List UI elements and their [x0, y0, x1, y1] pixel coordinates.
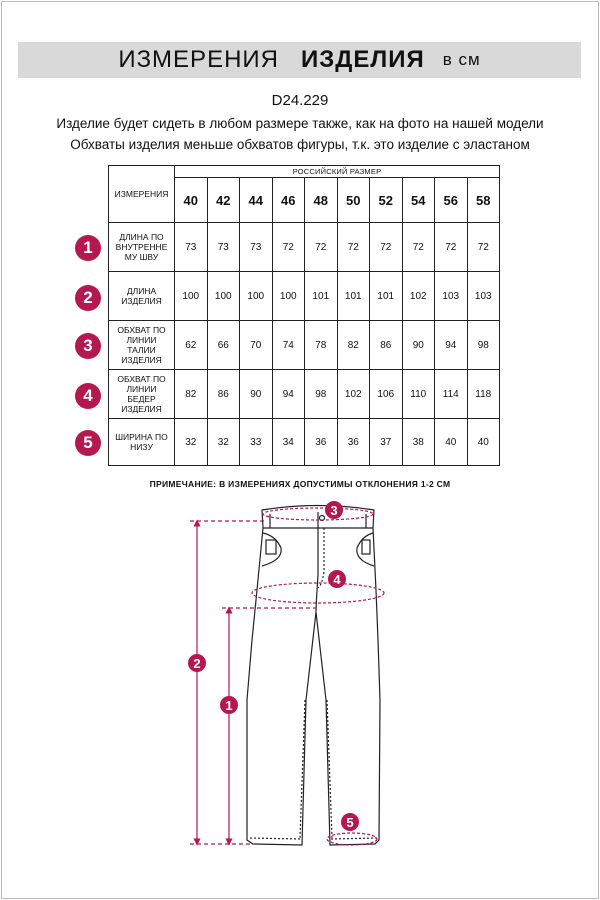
title-unit: в см: [442, 50, 481, 69]
measurement-value: 114: [435, 370, 468, 419]
measurement-value: 90: [240, 370, 273, 419]
measurement-value: 100: [272, 272, 305, 321]
row-number-badge: 5: [75, 430, 101, 456]
marker-length: [188, 654, 206, 672]
measurements-header: ИЗМЕРЕНИЯ: [109, 166, 175, 223]
size-col-header: 40: [175, 178, 208, 223]
size-col-header: 56: [435, 178, 468, 223]
measurement-value: 100: [207, 272, 240, 321]
measurement-value: 101: [305, 272, 338, 321]
row-number-badge: 2: [75, 285, 101, 311]
size-col-header: 44: [240, 178, 273, 223]
measurement-value: 106: [370, 370, 403, 419]
title-bar: [18, 42, 581, 78]
size-col-header: 58: [467, 178, 500, 223]
measurement-value: 100: [175, 272, 208, 321]
size-col-header: 50: [337, 178, 370, 223]
measurement-value: 40: [467, 419, 500, 466]
size-group-header: РОССИЙСКИЙ РАЗМЕР: [175, 166, 500, 178]
elastane-note: Обхваты изделия меньше обхватов фигуры, т.к. это изделие с эластаном: [70, 137, 530, 152]
measurement-label-line: ШИРИНА ПО: [115, 432, 168, 442]
measurement-row: [109, 419, 500, 466]
measurement-label: [109, 223, 175, 272]
measurement-value: 72: [272, 223, 305, 272]
marker-hem: [341, 813, 359, 831]
svg-text:5: 5: [346, 815, 354, 830]
svg-text:4: 4: [333, 572, 341, 587]
measurement-value: 73: [240, 223, 273, 272]
measurement-label-line: ОБХВАТ ПО: [117, 325, 166, 335]
diagram-markers: [188, 501, 359, 831]
svg-text:1: 1: [225, 698, 233, 713]
measurement-value: 72: [402, 223, 435, 272]
measurement-row: [109, 370, 500, 419]
measurement-value: 74: [272, 321, 305, 370]
measurement-label: [109, 370, 175, 419]
marker-waist: [325, 501, 343, 519]
size-col-header: 42: [207, 178, 240, 223]
title-part1: ИЗМЕРЕНИЯ: [118, 46, 279, 73]
measurement-value: 72: [370, 223, 403, 272]
row-number-badge: 1: [75, 235, 101, 261]
measurement-value: 72: [435, 223, 468, 272]
size-col-header: 54: [402, 178, 435, 223]
measurement-label-line: ОБХВАТ ПО: [117, 374, 166, 384]
measurement-value: 38: [402, 419, 435, 466]
hip-measure-line: [252, 583, 384, 603]
measurement-label-line: ТАЛИИ: [127, 345, 156, 355]
measurement-label-line: ИЗДЕЛИЯ: [121, 404, 162, 414]
measurement-row: [109, 272, 500, 321]
size-table: [108, 165, 500, 466]
measurement-value: 90: [402, 321, 435, 370]
size-col-header: 52: [370, 178, 403, 223]
measurement-label-line: ДЛИНА ПО: [119, 232, 164, 242]
size-col-header: 46: [272, 178, 305, 223]
measurement-value: 86: [207, 370, 240, 419]
measurement-value: 101: [337, 272, 370, 321]
tolerance-remark: ПРИМЕЧАНИЕ: В ИЗМЕРЕНИЯХ ДОПУСТИМЫ ОТКЛОНЕНИЯ 1-2 СМ: [149, 479, 451, 489]
measurement-value: 118: [467, 370, 500, 419]
measurement-value: 94: [272, 370, 305, 419]
measurement-label-line: ИЗДЕЛИЯ: [121, 296, 162, 306]
measurement-value: 82: [337, 321, 370, 370]
measurement-value: 72: [337, 223, 370, 272]
row-number-badge: 3: [75, 333, 101, 359]
measurement-label-line: МУ ШВУ: [124, 252, 159, 262]
measurement-label-line: БЕДЕР: [127, 394, 156, 404]
size-col-header: 48: [305, 178, 338, 223]
measurement-label: [109, 419, 175, 466]
fit-note: Изделие будет сидеть в любом размере также, как на фото на нашей модели: [56, 116, 544, 131]
measurement-value: 101: [370, 272, 403, 321]
measurement-value: 102: [337, 370, 370, 419]
measurement-value: 86: [370, 321, 403, 370]
measurement-label-line: ДЛИНА: [126, 286, 157, 296]
measurement-label-line: ЛИНИИ: [126, 384, 157, 394]
measurement-value: 37: [370, 419, 403, 466]
svg-text:2: 2: [193, 656, 201, 671]
measurement-value: 33: [240, 419, 273, 466]
measurement-value: 62: [175, 321, 208, 370]
product-code: D24.229: [271, 92, 329, 109]
measurement-value: 70: [240, 321, 273, 370]
measurement-value: 32: [175, 419, 208, 466]
title-part2: ИЗДЕЛИЯ: [301, 46, 425, 73]
measurement-row: [109, 321, 500, 370]
marker-inseam: [220, 696, 238, 714]
measurement-value: 98: [467, 321, 500, 370]
measurement-label-line: ИЗДЕЛИЯ: [121, 355, 162, 365]
measurement-label: [109, 272, 175, 321]
measurement-value: 36: [305, 419, 338, 466]
measurement-value: 40: [435, 419, 468, 466]
measurement-value: 94: [435, 321, 468, 370]
measurement-lines: [190, 508, 384, 845]
measurement-value: 73: [175, 223, 208, 272]
measurement-value: 36: [337, 419, 370, 466]
measurement-value: 103: [467, 272, 500, 321]
measurement-label-line: ЛИНИИ: [126, 335, 157, 345]
measurement-label-line: ВНУТРЕННЕ: [115, 242, 168, 252]
measurement-value: 66: [207, 321, 240, 370]
measurement-value: 34: [272, 419, 305, 466]
row-number-badge: 4: [75, 383, 101, 409]
measurement-value: 72: [305, 223, 338, 272]
measurement-value: 98: [305, 370, 338, 419]
pants-diagram: [0, 495, 600, 895]
measurement-value: 32: [207, 419, 240, 466]
measurement-value: 72: [467, 223, 500, 272]
measurement-value: 82: [175, 370, 208, 419]
pants-outline: [247, 506, 380, 846]
measurement-value: 78: [305, 321, 338, 370]
measurement-value: 73: [207, 223, 240, 272]
measurement-label-line: НИЗУ: [130, 442, 153, 452]
measurement-value: 102: [402, 272, 435, 321]
measurement-value: 103: [435, 272, 468, 321]
measurement-value: 110: [402, 370, 435, 419]
marker-hip: [328, 570, 346, 588]
measurement-label: [109, 321, 175, 370]
measurement-row: [109, 223, 500, 272]
svg-text:3: 3: [330, 503, 338, 518]
measurement-value: 100: [240, 272, 273, 321]
